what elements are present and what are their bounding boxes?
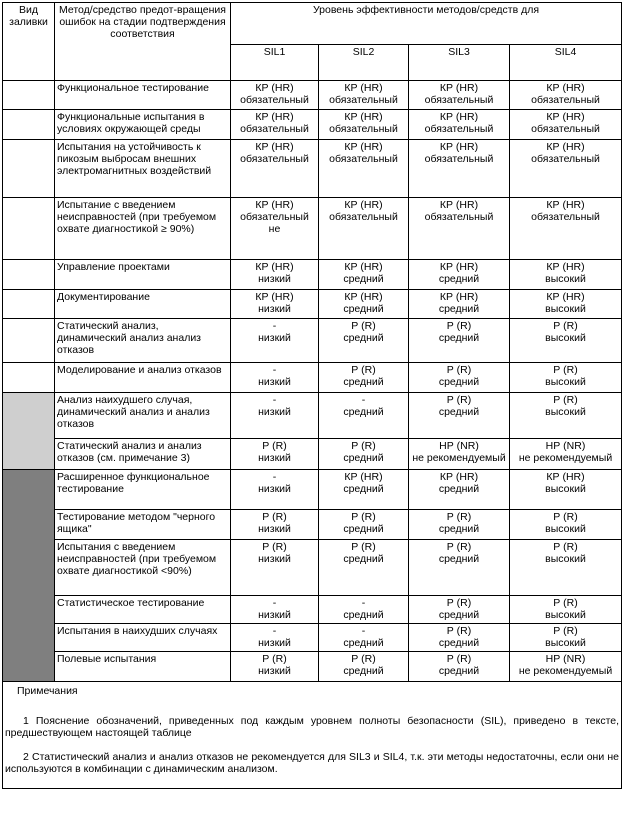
cell-line: Р (R) (351, 541, 376, 553)
cell-line: обязательный (424, 211, 494, 223)
sil2-cell (319, 140, 409, 198)
cell-line: высокий (545, 483, 586, 495)
sil2-cell (319, 510, 409, 540)
cell-line: НР (NR) (545, 440, 586, 452)
sil2-cell (319, 393, 409, 439)
method-cell: Статический анализ и анализ отказов (см. примечание 3) (55, 439, 231, 470)
kind-cell (3, 319, 55, 363)
table-row (3, 624, 622, 652)
note-1: 1 Пояснение обозначений, приведенных под каждым уровнем полноты безопасности (SIL), приведено в тексте, предшествующем настоящей таблице (5, 715, 620, 739)
cell-line: средний (343, 553, 384, 565)
sil4-cell (510, 393, 622, 439)
method-cell: Испытания с введением неисправностей (при требуемом охвате диагностикой <90%) (55, 540, 231, 596)
sil2-cell (319, 363, 409, 393)
sil1-cell (231, 470, 319, 510)
cell-line: Р (R) (446, 541, 472, 553)
sil1-cell (231, 596, 319, 624)
cell-line: средний (438, 553, 480, 565)
cell-line: обязательный (424, 123, 494, 135)
table-row (3, 198, 622, 260)
cell-line: Р (R) (446, 364, 472, 376)
cell-line: низкий (258, 452, 291, 464)
sil3-cell (409, 596, 510, 624)
cell-line: Р (R) (553, 625, 578, 637)
cell-line: средний (438, 332, 480, 344)
cell-line: Р (R) (553, 597, 578, 609)
sil1-cell (231, 260, 319, 290)
cell-line: обязательный (424, 94, 494, 106)
cell-line: высокий (545, 273, 586, 285)
cell-line: КР (HR) (439, 291, 479, 303)
kind-cell (3, 290, 55, 319)
header-sil2: SIL2 (319, 45, 409, 81)
cell-line: обязательный (531, 123, 600, 135)
cell-line: обязательный (329, 123, 398, 135)
cell-line: - (272, 625, 277, 637)
cell-line: КР (HR) (439, 261, 479, 273)
cell-line: КР (HR) (546, 471, 585, 483)
cell-line: - (361, 394, 366, 406)
header-method: Метод/средство предот-вращения ошибок на стадии подтверждения соответствия (55, 3, 231, 81)
cell-line: КР (HR) (255, 291, 294, 303)
cell-line: низкий (258, 553, 291, 565)
cell-line: средний (343, 273, 384, 285)
cell-line: низкий (258, 376, 291, 388)
cell-line: средний (438, 609, 480, 621)
cell-line: Р (R) (446, 653, 472, 665)
method-cell: Тестирование методом "черного ящика" (55, 510, 231, 540)
sil4-cell (510, 110, 622, 140)
header-sil1: SIL1 (231, 45, 319, 81)
cell-line: - (272, 364, 277, 376)
sil4-cell (510, 652, 622, 682)
cell-line: - (361, 597, 366, 609)
sil3-cell (409, 81, 510, 110)
cell-line: низкий (258, 609, 291, 621)
cell-line: Р (R) (262, 440, 287, 452)
sil1-cell (231, 319, 319, 363)
header-level: Уровень эффективности методов/средств для (231, 3, 622, 45)
cell-line: высокий (545, 332, 586, 344)
method-cell: Анализ наихудшего случая, динамический анализ и анализ отказов (55, 393, 231, 439)
sil4-cell (510, 510, 622, 540)
cell-line: средний (343, 452, 384, 464)
cell-line: средний (438, 665, 480, 677)
cell-line: низкий (258, 523, 291, 535)
cell-line: высокий (545, 637, 586, 649)
sil3-cell (409, 290, 510, 319)
cell-line: Р (R) (262, 541, 287, 553)
sil2-cell (319, 198, 409, 260)
cell-line: Р (R) (262, 653, 287, 665)
sil-effectiveness-table (2, 2, 622, 789)
sil2-cell (319, 260, 409, 290)
cell-line: низкий (258, 273, 291, 285)
cell-line: Р (R) (553, 541, 578, 553)
cell-line: Р (R) (553, 511, 578, 523)
sil1-cell (231, 624, 319, 652)
cell-line: средний (438, 303, 480, 315)
sil2-cell (319, 596, 409, 624)
cell-line: низкий (258, 406, 291, 418)
cell-line: не рекомендуемый (412, 452, 506, 464)
cell-line: средний (438, 273, 480, 285)
cell-line: высокий (545, 303, 586, 315)
cell-line: обязательный (531, 153, 600, 165)
cell-line: Р (R) (553, 364, 578, 376)
table-row (3, 596, 622, 624)
cell-line: Р (R) (446, 625, 472, 637)
cell-line: - (272, 471, 277, 483)
cell-line: КР (HR) (546, 261, 585, 273)
notes-cell (3, 682, 622, 789)
cell-line: Р (R) (351, 653, 376, 665)
sil1-cell (231, 393, 319, 439)
cell-line: Р (R) (446, 511, 472, 523)
cell-line: низкий (258, 665, 291, 677)
cell-line: обязательный (329, 153, 398, 165)
method-cell: Испытание с введением неисправностей (при требуемом охвате диагностикой ≥ 90%) (55, 198, 231, 260)
table-row (3, 510, 622, 540)
sil3-cell (409, 439, 510, 470)
table-row (3, 110, 622, 140)
sil2-cell (319, 81, 409, 110)
cell-line: обязательный (531, 211, 600, 223)
method-cell: Расширенное функциональное тестирование (55, 470, 231, 510)
sil1-cell (231, 110, 319, 140)
cell-line: НР (NR) (545, 653, 586, 665)
cell-line: средний (438, 376, 480, 388)
cell-line: высокий (545, 553, 586, 565)
cell-line: КР (HR) (344, 199, 383, 211)
table-row (3, 319, 622, 363)
sil4-cell (510, 260, 622, 290)
sil1-cell (231, 140, 319, 198)
sil4-cell (510, 624, 622, 652)
method-cell: Испытания в наихудших случаях (55, 624, 231, 652)
sil3-cell (409, 652, 510, 682)
cell-line: КР (HR) (439, 141, 479, 153)
table-row (3, 260, 622, 290)
kind-cell (3, 363, 55, 393)
cell-line: КР (HR) (255, 199, 294, 211)
sil2-cell (319, 540, 409, 596)
sil1-cell (231, 510, 319, 540)
sil4-cell (510, 198, 622, 260)
cell-line: КР (HR) (546, 111, 585, 123)
cell-line: обязательный (329, 94, 398, 106)
sil2-cell (319, 624, 409, 652)
cell-line: Р (R) (553, 394, 578, 406)
cell-line: Р (R) (446, 320, 472, 332)
cell-line: Р (R) (351, 440, 376, 452)
cell-line: средний (343, 406, 384, 418)
sil3-cell (409, 110, 510, 140)
cell-line: средний (438, 523, 480, 535)
cell-line: Р (R) (446, 597, 472, 609)
method-cell: Испытания на устойчивость к пикозым выбросам внешних электромагнитных воздействий (55, 140, 231, 198)
sil1-cell (231, 198, 319, 260)
cell-line: средний (343, 376, 384, 388)
method-cell: Статический анализ, динамический анализ анализ отказов (55, 319, 231, 363)
cell-line: КР (HR) (546, 291, 585, 303)
cell-line: - (272, 597, 277, 609)
cell-line: не рекомендуемый (518, 665, 613, 677)
cell-line: КР (HR) (439, 82, 479, 94)
cell-line: КР (HR) (344, 291, 383, 303)
cell-line: не (268, 223, 281, 235)
header-sil3: SIL3 (409, 45, 510, 81)
table-row (3, 540, 622, 596)
cell-line: обязательный (424, 153, 494, 165)
sil2-cell (319, 290, 409, 319)
sil4-cell (510, 290, 622, 319)
cell-line: средний (438, 483, 480, 495)
cell-line: Р (R) (351, 364, 376, 376)
method-cell: Управление проектами (55, 260, 231, 290)
cell-line: Р (R) (351, 320, 376, 332)
method-cell: Функциональные испытания в условиях окружающей среды (55, 110, 231, 140)
kind-cell (3, 393, 55, 470)
sil3-cell (409, 393, 510, 439)
sil3-cell (409, 198, 510, 260)
method-cell: Полевые испытания (55, 652, 231, 682)
method-cell: Документирование (55, 290, 231, 319)
cell-line: обязательный (531, 94, 600, 106)
cell-line: КР (HR) (439, 471, 479, 483)
cell-line: средний (438, 406, 480, 418)
cell-line: низкий (258, 637, 291, 649)
cell-line: - (361, 625, 366, 637)
sil2-cell (319, 652, 409, 682)
sil4-cell (510, 540, 622, 596)
sil1-cell (231, 290, 319, 319)
cell-line: КР (HR) (546, 199, 585, 211)
cell-line: КР (HR) (255, 261, 294, 273)
cell-line: обязательный (240, 211, 309, 223)
sil4-cell (510, 363, 622, 393)
cell-line: Р (R) (262, 511, 287, 523)
cell-line: КР (HR) (344, 111, 383, 123)
notes-row (3, 682, 622, 789)
sil1-cell (231, 363, 319, 393)
sil4-cell (510, 596, 622, 624)
sil3-cell (409, 540, 510, 596)
table-row (3, 290, 622, 319)
sil3-cell (409, 624, 510, 652)
cell-line: КР (HR) (546, 141, 585, 153)
kind-cell (3, 260, 55, 290)
note-2: 2 Статистический анализ и анализ отказов не рекомендуется для SIL3 и SIL4, т.к. эти методы недостаточны, если они не используются в комбинации с динамическим анализом. (5, 751, 620, 775)
cell-line: низкий (258, 483, 291, 495)
cell-line: обязательный (240, 153, 309, 165)
sil3-cell (409, 319, 510, 363)
table-row (3, 439, 622, 470)
kind-cell (3, 140, 55, 198)
table-row (3, 363, 622, 393)
header-sil4: SIL4 (510, 45, 622, 81)
cell-line: высокий (545, 406, 586, 418)
kind-cell (3, 81, 55, 110)
notes-title: Примечания (17, 685, 78, 697)
cell-line: обязательный (329, 211, 398, 223)
sil3-cell (409, 363, 510, 393)
cell-line: низкий (258, 332, 291, 344)
sil4-cell (510, 140, 622, 198)
sil4-cell (510, 470, 622, 510)
cell-line: Р (R) (446, 394, 472, 406)
cell-line: КР (HR) (344, 82, 383, 94)
sil1-cell (231, 81, 319, 110)
sil1-cell (231, 540, 319, 596)
sil4-cell (510, 319, 622, 363)
cell-line: - (272, 320, 277, 332)
cell-line: КР (HR) (255, 111, 294, 123)
cell-line: КР (HR) (546, 82, 585, 94)
cell-line: средний (343, 665, 384, 677)
cell-line: средний (438, 637, 480, 649)
cell-line: КР (HR) (344, 141, 383, 153)
header-kind: Вид заливки (3, 3, 55, 81)
header-row (3, 3, 622, 45)
sil4-cell (510, 81, 622, 110)
cell-line: высокий (545, 609, 586, 621)
sil2-cell (319, 470, 409, 510)
cell-line: не рекомендуемый (518, 452, 613, 464)
cell-line: НР (NR) (439, 440, 479, 452)
sil2-cell (319, 439, 409, 470)
sil3-cell (409, 470, 510, 510)
table-row (3, 652, 622, 682)
cell-line: средний (343, 332, 384, 344)
kind-cell (3, 110, 55, 140)
cell-line: низкий (258, 303, 291, 315)
cell-line: КР (HR) (255, 141, 294, 153)
method-cell: Статистическое тестирование (55, 596, 231, 624)
cell-line: КР (HR) (344, 471, 383, 483)
sil3-cell (409, 140, 510, 198)
cell-line: обязательный (240, 123, 309, 135)
cell-line: средний (343, 303, 384, 315)
cell-line: Р (R) (351, 511, 376, 523)
cell-line: КР (HR) (439, 199, 479, 211)
cell-line: средний (343, 523, 384, 535)
cell-line: средний (343, 609, 384, 621)
sil3-cell (409, 510, 510, 540)
method-cell: Моделирование и анализ отказов (55, 363, 231, 393)
table-row (3, 140, 622, 198)
cell-line: КР (HR) (255, 82, 294, 94)
cell-line: высокий (545, 523, 586, 535)
kind-cell (3, 470, 55, 682)
sil2-cell (319, 319, 409, 363)
cell-line: средний (343, 637, 384, 649)
cell-line: средний (343, 483, 384, 495)
sil1-cell (231, 652, 319, 682)
sil2-cell (319, 110, 409, 140)
cell-line: высокий (545, 376, 586, 388)
table-body (3, 81, 622, 682)
table-row (3, 470, 622, 510)
cell-line: обязательный (240, 94, 309, 106)
cell-line: КР (HR) (344, 261, 383, 273)
sil4-cell (510, 439, 622, 470)
sil1-cell (231, 439, 319, 470)
kind-cell (3, 198, 55, 260)
cell-line: - (272, 394, 277, 406)
table-row (3, 81, 622, 110)
table-row (3, 393, 622, 439)
method-cell: Функциональное тестирование (55, 81, 231, 110)
sil3-cell (409, 260, 510, 290)
cell-line: Р (R) (553, 320, 578, 332)
cell-line: КР (HR) (439, 111, 479, 123)
